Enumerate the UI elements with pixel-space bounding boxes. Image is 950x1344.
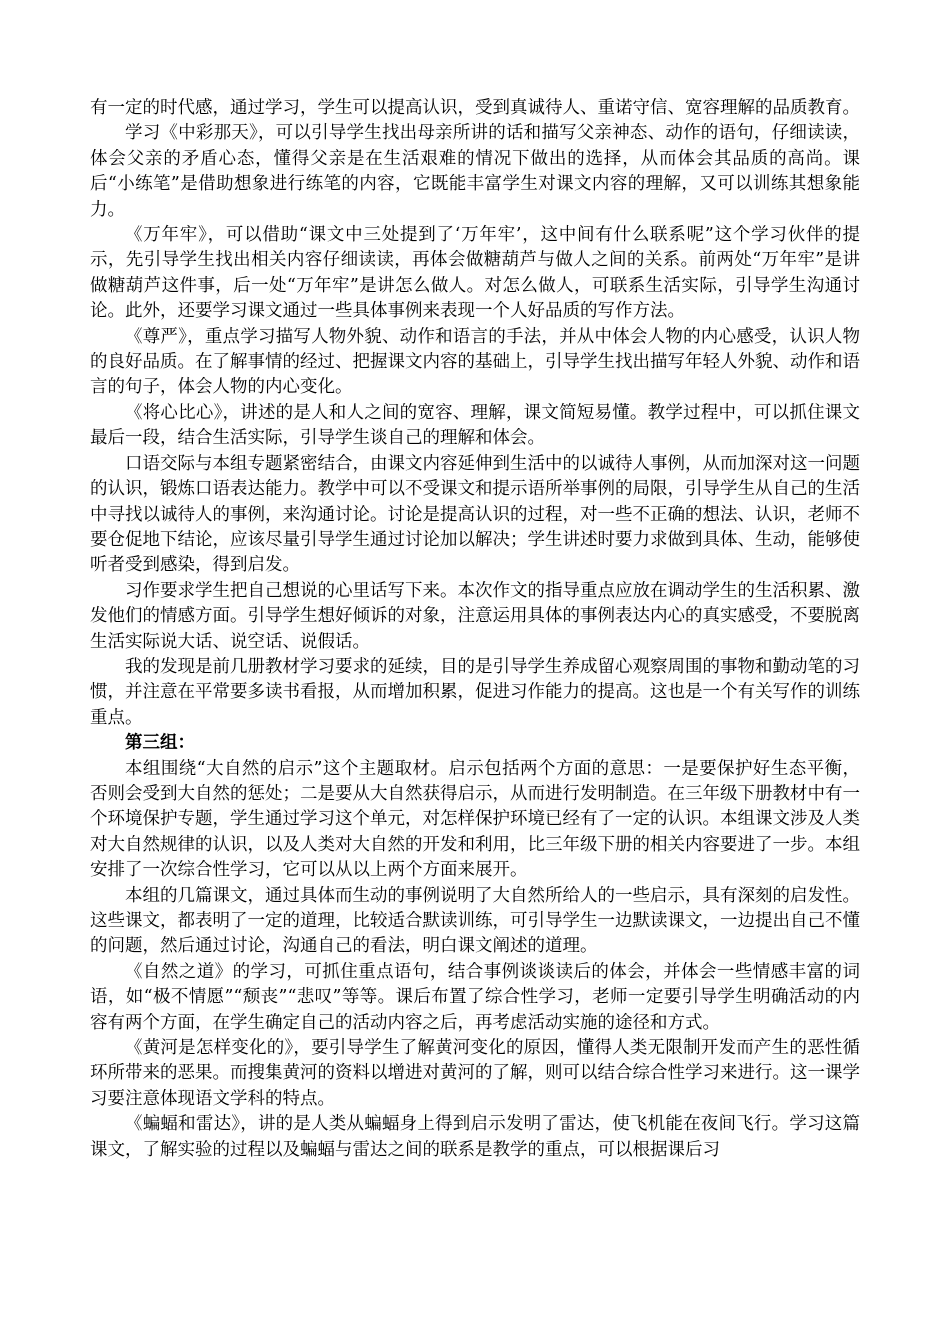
paragraph-wannianlao: 《万年牢》，可以借助“课文中三处提到了‘万年牢’，这中间有什么联系呢”这个学习伙伴的提示，先引导学生找出相关内容仔细读读，再体会做糖葫芦与做人之间的关系。前两处“万年牢”是讲做糖葫芦这件事，后一处“万年牢”是讲怎么做人。对怎么做人，可联系生活实际，引导学生沟通讨论。此外，还要学习课文通过一些具体事例来表现一个人好品质的写作方法。 (90, 225, 860, 322)
paragraph-continuation: 有一定的时代感，通过学习，学生可以提高认识，受到真诚待人、重诺守信、宽容理解的品质教育。 (90, 98, 860, 118)
paragraph-oral-communication: 口语交际与本组专题紧密结合，由课文内容延伸到生活中的以诚待人事例，从而加深对这一问题的认识，锻炼口语表达能力。教学中可以不受课文和提示语所举事例的局限，引导学生从自己的生活中寻找以诚待人的事例，来沟通讨论。讨论是提高认识的过程，对一些不正确的想法、认识，老师不要仓促地下结论，应该尽量引导学生通过讨论加以解决；学生讲述时要力求做到具体、生动，能够使听者受到感染，得到启发。 (90, 453, 860, 576)
paragraph-group-texts: 本组的几篇课文，通过具体而生动的事例说明了大自然所给人的一些启示，具有深刻的启发性。这些课文，都表明了一定的道理，比较适合默读训练，可引导学生一边默读课文，一边提出自己不懂的问题，然后通过讨论，沟通自己的看法，明白课文阐述的道理。 (90, 885, 860, 957)
paragraph-huanghe: 《黄河是怎样变化的》，要引导学生了解黄河变化的原因，懂得人类无限制开发而产生的恶性循环所带来的恶果。而搜集黄河的资料以增进对黄河的了解，则可以结合综合性学习来进行。这一课学习要注意体现语文学科的特点。 (90, 1038, 860, 1109)
paragraph-bianfu-leida: 《蝙蝠和雷达》，讲的是人类从蝙蝠身上得到启示发明了雷达，使飞机能在夜间飞行。学习这篇课文，了解实验的过程以及蝙蝠与雷达之间的联系是教学的重点，可以根据课后习 (90, 1114, 860, 1160)
paragraph-my-discovery: 我的发现是前几册教材学习要求的延续，目的是引导学生养成留心观察周围的事物和勤动笔的习惯，并注意在平常要多读书看报，从而增加积累，促进习作能力的提高。这也是一个有关写作的训练重点。 (90, 656, 860, 728)
paragraph-ziran-zhidao: 《自然之道》的学习，可抓住重点语句，结合事例谈谈读后的体会，并体会一些情感丰富的词语，如“极不情愿”“颓丧”“悲叹”等等。课后布置了综合性学习，老师一定要引导学生明确活动的内容有两个方面，在学生确定自己的活动内容之后，再考虑活动实施的途径和方式。 (90, 961, 860, 1033)
document-page (90, 96, 860, 1163)
paragraph-writing-task: 习作要求学生把自己想说的心里话写下来。本次作文的指导重点应放在调动学生的生活积累、激发他们的情感方面。引导学生想好倾诉的对象，注意运用具体的事例表达内心的真实感受，不要脱离生活实际说大话、说空话、说假话。 (90, 580, 860, 652)
paragraph-zhongcai-natian: 学习《中彩那天》，可以引导学生找出母亲所讲的话和描写父亲神态、动作的语句，仔细读读，体会父亲的矛盾心态，懂得父亲是在生活艰难的情况下做出的选择，从而体会其品质的高尚。课后“小练笔”是借助想象进行练笔的内容，它既能丰富学生对课文内容的理解，又可以训练其想象能力。 (90, 123, 860, 220)
paragraph-jiangxin-bixin: 《将心比心》，讲述的是人和人之间的宽容、理解，课文简短易懂。教学过程中，可以抓住课文最后一段，结合生活实际，引导学生谈自己的理解和体会。 (90, 402, 860, 449)
paragraph-group-theme: 本组围绕“大自然的启示”这个主题取材。启示包括两个方面的意思：一是要保护好生态平衡，否则会受到大自然的惩处；二是要从大自然获得启示，从而进行发明制造。在三年级下册教材中有一个环境保护专题，学生通过学习这个单元，对怎样保护环境已经有了一定的认识。本组课文涉及人类对大自然规律的认识，以及人类对大自然的开发和利用，比三年级下册的相关内容要进了一步。本组安排了一次综合性学习，它可以从以上两个方面来展开。 (90, 758, 860, 881)
section-heading-group-three: 第三组： (125, 733, 195, 754)
paragraph-zunyan: 《尊严》，重点学习描写人物外貌、动作和语言的手法，并从中体会人物的内心感受，认识人物的良好品质。在了解事情的经过、把握课文内容的基础上，引导学生找出描写年轻人外貌、动作和语言的句子，体会人物的内心变化。 (90, 326, 860, 398)
